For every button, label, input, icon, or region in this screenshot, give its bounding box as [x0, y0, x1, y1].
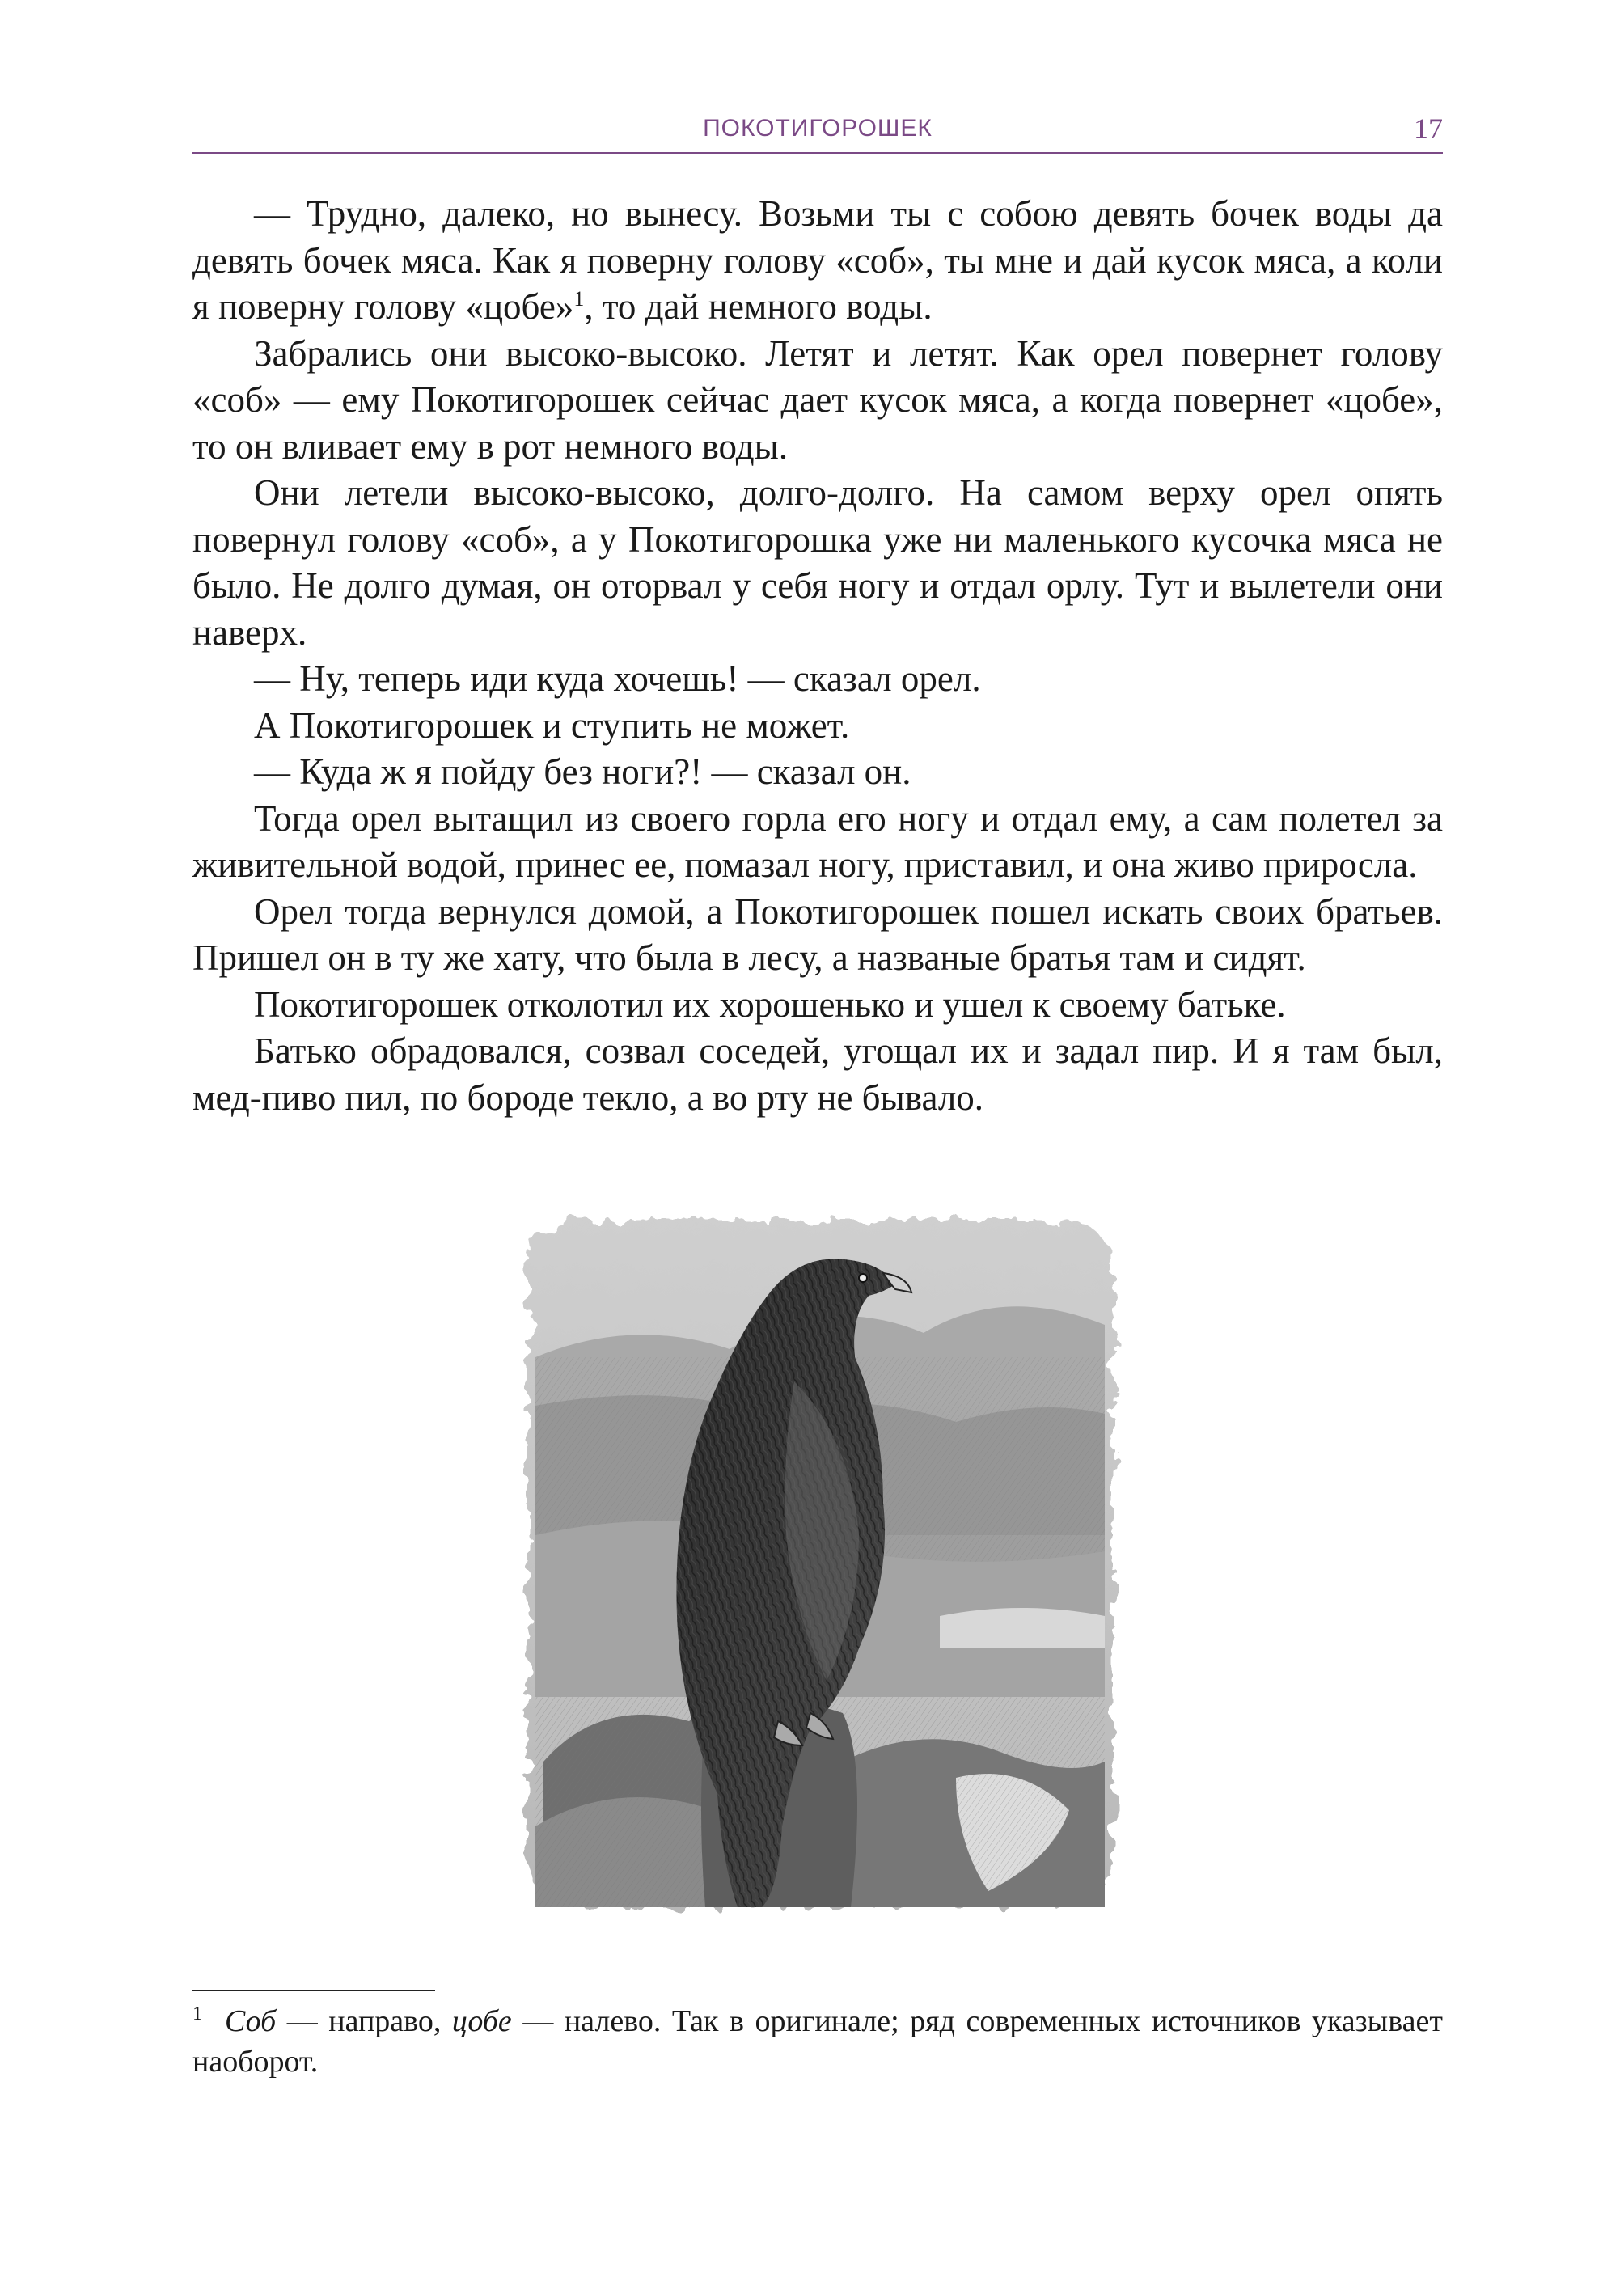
page-number: 17	[1414, 112, 1443, 145]
eagle-illustration	[503, 1195, 1137, 1930]
paragraph-10: Батько обрадовался, созвал соседей, угощал их и задал пир. И я там был, мед-пиво пил, по бороде текло, а во рту не бывало.	[192, 1030, 1443, 1118]
paragraph-1-tail: , то дай немного воды.	[584, 286, 933, 327]
paragraph-5: А Покотигорошек и ступить не может.	[254, 704, 850, 746]
paragraph-3: Они летели высоко-высоко, долго-долго. На самом верху орел опять повернул голову «соб», а у Покотигорошка уже ни маленького кусочка мяса не было. Не долго думая, он оторвал у себя ногу и отдал орлу. Тут и вылетели они наверх.	[192, 472, 1443, 653]
footnote-mark: 1	[192, 2003, 202, 2025]
paragraph-4: — Ну, теперь иди куда хочешь! — сказал орел.	[254, 658, 981, 699]
footnote-rule	[192, 1990, 435, 1991]
paragraph-6: — Куда ж я пойду без ноги?! — сказал он.	[254, 751, 911, 792]
footnote	[192, 2001, 1443, 2082]
paragraph-1	[192, 191, 1443, 331]
footnote-ref[interactable]: 1	[573, 287, 585, 311]
paragraph-8: Орел тогда вернулся домой, а Покотигорошек пошел искать своих братьев. Пришел он в ту же хату, что была в лесу, а названые братья там и сидят.	[192, 891, 1443, 978]
footnote-def-tsobe: — налево. Так в оригинале; ряд современных источников указывает наоборот.	[192, 2004, 1443, 2079]
paragraph-9: Покотигорошек отколотил их хорошенько и ушел к своему батьке.	[254, 984, 1286, 1025]
main-text	[192, 191, 1443, 1121]
footnote-def-sob: — направо,	[276, 2004, 452, 2038]
eagle-engraving-image	[503, 1195, 1137, 1930]
paragraph-7: Тогда орел вытащил из своего горла его ногу и отдал ему, а сам полетел за живительной водой, принес ее, помазал ногу, приставил, и она живо приросла.	[192, 797, 1443, 885]
footnote-term-tsobe: цобе	[451, 2004, 512, 2038]
footnote-term-sob: Соб	[225, 2004, 277, 2038]
paragraph-1-text: — Трудно, далеко, но вынесу. Возьми ты с собою девять бочек воды да девять бочек мяса. Как я поверну голову «соб», ты мне и дай кусок мяса, а коли я поверну голову «цобе»	[192, 193, 1443, 327]
running-title: ПОКОТИГОРОШЕК	[703, 115, 933, 142]
paragraph-2: Забрались они высоко-высоко. Летят и летят. Как орел повернет голову «соб» — ему Покотигорошек сейчас дает кусок мяса, а когда повернет «цобе», то он вливает ему в рот немного воды.	[192, 332, 1443, 467]
running-head	[192, 112, 1443, 154]
